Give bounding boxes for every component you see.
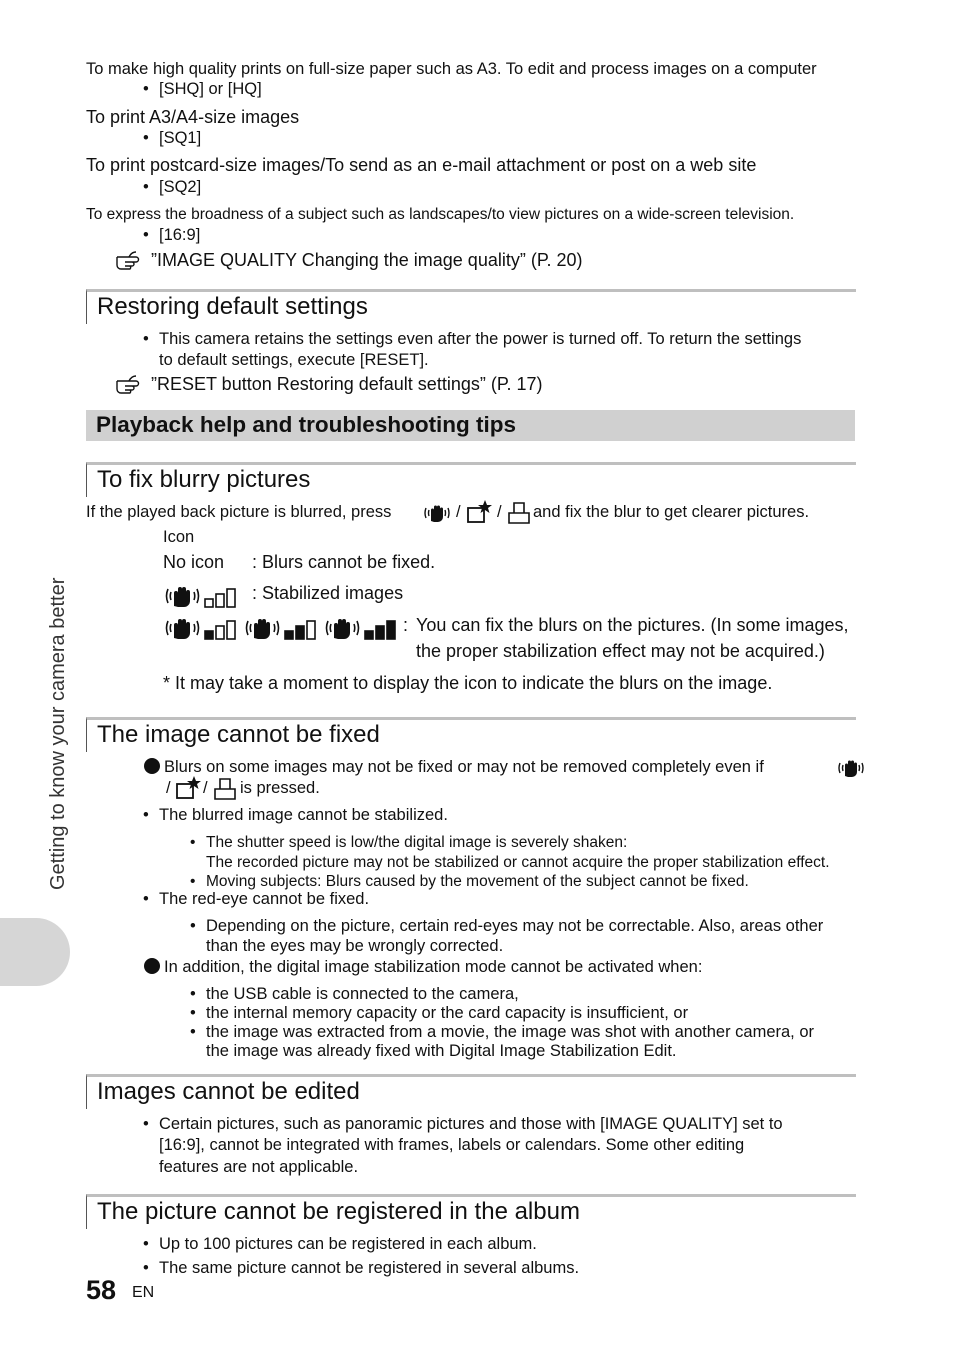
shake-hand-icon xyxy=(836,757,866,779)
intro-bullet-2: • [SQ1] xyxy=(159,128,201,149)
pointing-hand-icon xyxy=(116,375,150,393)
no-icon-label: No icon xyxy=(163,552,225,572)
intro-text-2: To print A3/A4-size images xyxy=(86,107,300,127)
edit-line3: features are not applicable. xyxy=(159,1158,359,1176)
shake-hand-icon xyxy=(422,502,452,524)
dis-sub-2: • the internal memory capacity or the card capacity is insufficient, or xyxy=(206,1003,688,1024)
intro-bullet-4: • [16:9] xyxy=(159,225,200,246)
album-bullet-2: • The same picture cannot be registered in several albums. xyxy=(159,1258,579,1279)
blurry-sep-1: / xyxy=(456,503,461,521)
favorite-star-icon xyxy=(467,500,493,524)
blurry-sep-2: / xyxy=(497,503,502,521)
red-eye-sub-line2: than the eyes may be wrongly corrected. xyxy=(206,937,504,955)
circle-bullet xyxy=(144,958,160,974)
intro-bullet-1: • [SHQ] or [HQ] xyxy=(159,79,262,100)
dis-sub-1: • the USB cable is connected to the camera, xyxy=(206,984,519,1005)
red-eye-sub-line1: • Depending on the picture, certain red-eyes may not be correctable. Also, areas other xyxy=(206,916,823,937)
restore-bullet-line1: • This camera retains the settings even after the power is turned off. To return the settings xyxy=(159,329,801,350)
fixable-line2: the proper stabilization effect may not be acquired.) xyxy=(416,641,825,661)
edit-line2: [16:9], cannot be integrated with frames, labels or calendars. Some other editing xyxy=(159,1136,745,1154)
heading-images-cannot-be-edited: Images cannot be edited xyxy=(86,1074,856,1109)
circle1-sep-1: / xyxy=(166,779,171,797)
cannot-fix-bullet-1: • The blurred image cannot be stabilized. xyxy=(159,805,448,826)
stabilized-image-icon xyxy=(163,582,241,610)
blur-level-3-icon xyxy=(323,614,401,642)
heading-restoring-default-settings: Restoring default settings xyxy=(86,289,856,324)
pointing-hand-icon xyxy=(116,251,150,269)
restore-bullet-line2: to default settings, execute [RESET]. xyxy=(159,351,429,369)
dis-sub-3-line2: the image was already fixed with Digital Image Stabilization Edit. xyxy=(206,1042,677,1060)
circle-bullet xyxy=(144,758,160,774)
page-number: 58 xyxy=(86,1275,117,1305)
blurry-intro-a: If the played back picture is blurred, press xyxy=(86,503,392,521)
side-chapter-title: Getting to know your camera better xyxy=(47,577,69,890)
circle-item-2: In addition, the digital image stabilization mode cannot be activated when: xyxy=(144,957,702,978)
blurry-note: * It may take a moment to display the icon to indicate the blurs on the image. xyxy=(163,673,773,693)
blurry-intro-b: and fix the blur to get clearer pictures. xyxy=(533,503,810,521)
dis-sub-3-line1: • the image was extracted from a movie, the image was shot with another camera, or xyxy=(206,1022,814,1043)
intro-text-1: To make high quality prints on full-size paper such as A3. To edit and process images on a computer xyxy=(86,60,817,78)
fixable-colon: : xyxy=(403,615,409,635)
blur-level-2-icon xyxy=(243,614,321,642)
favorite-star-icon xyxy=(176,776,202,800)
ref-image-quality: ”IMAGE QUALITY Changing the image quality” (P. 20) xyxy=(151,250,583,270)
section-band-playback-help: Playback help and troubleshooting tips xyxy=(86,410,855,441)
heading-image-cannot-be-fixed: The image cannot be fixed xyxy=(86,717,856,752)
print-icon xyxy=(508,502,530,524)
heading-album: The picture cannot be registered in the album xyxy=(86,1194,856,1229)
circle1-end: is pressed. xyxy=(240,779,320,797)
restore-ref: ”RESET button Restoring default settings” (P. 17) xyxy=(151,374,543,394)
blur-level-1-icon xyxy=(163,614,241,642)
page-language: EN xyxy=(132,1284,155,1301)
cannot-fix-sub1-line1: • The shutter speed is low/the digital image is severely shaken: xyxy=(206,832,627,853)
edit-line1: • Certain pictures, such as panoramic pictures and those with [IMAGE QUALITY] set to xyxy=(159,1114,783,1135)
no-icon-desc: : Blurs cannot be fixed. xyxy=(252,552,436,572)
fixable-line1: You can fix the blurs on the pictures. (In some images, xyxy=(416,615,849,635)
intro-text-4: To express the broadness of a subject such as landscapes/to view pictures on a wide-screen television. xyxy=(86,206,795,223)
cannot-fix-sub1-line2: The recorded picture may not be stabilized or cannot acquire the proper stabilization effect. xyxy=(206,854,830,871)
circle-item-1: Blurs on some images may not be fixed or may not be removed completely even if xyxy=(144,757,764,778)
intro-bullet-3: • [SQ2] xyxy=(159,177,201,198)
print-icon xyxy=(214,778,236,800)
chapter-tab xyxy=(0,918,70,986)
stabilized-desc: : Stabilized images xyxy=(252,583,404,603)
intro-text-3: To print postcard-size images/To send as an e-mail attachment or post on a web site xyxy=(86,155,757,175)
icon-column-label: Icon xyxy=(163,528,195,546)
album-bullet-1: • Up to 100 pictures can be registered in each album. xyxy=(159,1234,537,1255)
cannot-fix-sub2: • Moving subjects: Blurs caused by the movement of the subject cannot be fixed. xyxy=(206,871,749,892)
circle1-sep-2: / xyxy=(203,779,208,797)
cannot-fix-bullet-2: • The red-eye cannot be fixed. xyxy=(159,889,369,910)
heading-fix-blurry-pictures: To fix blurry pictures xyxy=(86,462,856,497)
